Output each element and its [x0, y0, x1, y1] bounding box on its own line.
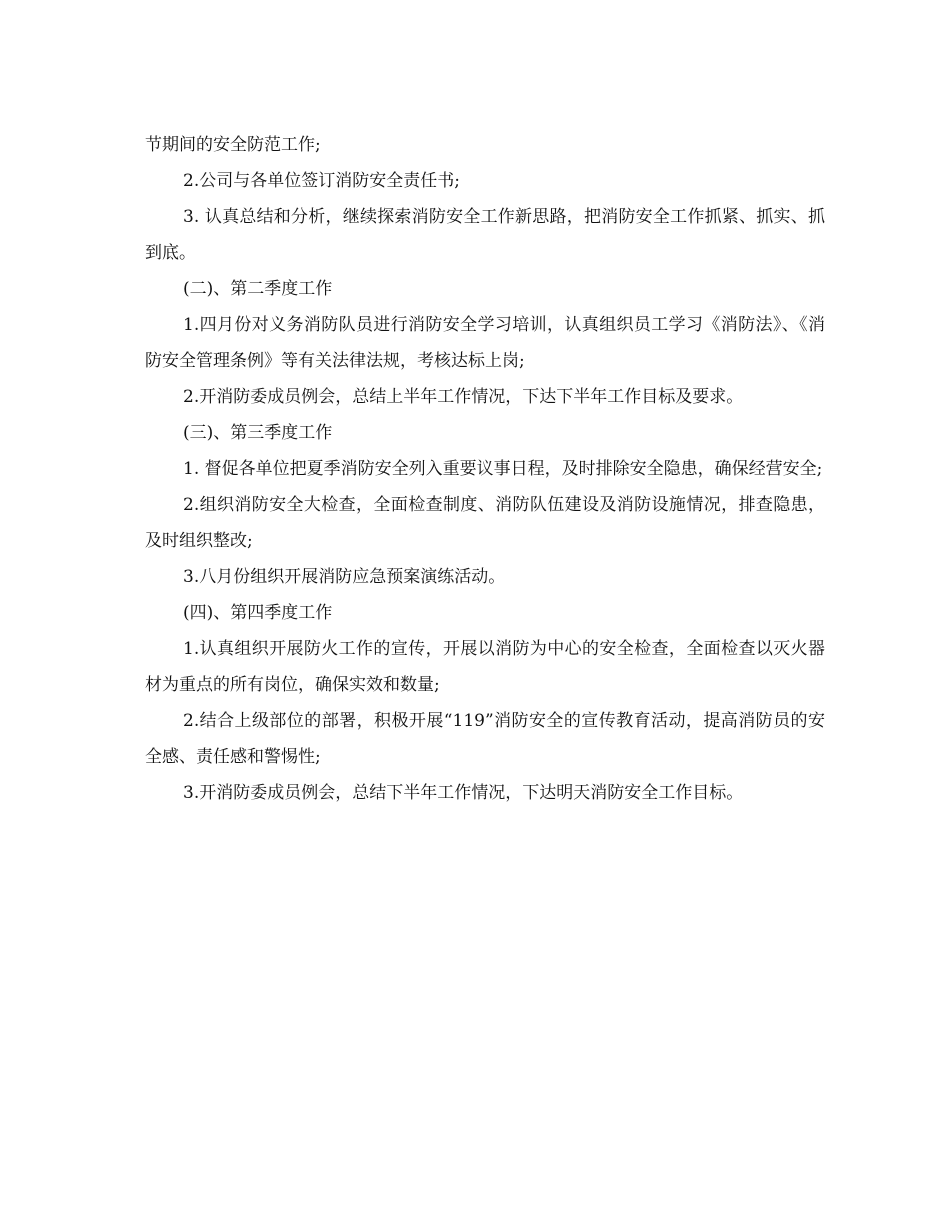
section-heading-q2: (二)、第二季度工作: [183, 279, 333, 299]
q4-item-3: 3.开消防委成员例会，总结下半年工作情况，下达明天消防安全工作目标。: [183, 783, 744, 803]
q3-item-1: 1. 督促各单位把夏季消防安全列入重要议事日程，及时排除安全隐患，确保经营安全;: [183, 459, 823, 479]
q2-item-2: 2.开消防委成员例会，总结上半年工作情况，下达下半年工作目标及要求。: [183, 387, 744, 407]
paragraph-continuation: 节期间的安全防范工作;: [145, 135, 321, 155]
q3-item-3: 3.八月份组织开展消防应急预案演练活动。: [183, 567, 506, 587]
q1-item-2: 2.公司与各单位签订消防安全责任书;: [183, 171, 460, 191]
section-heading-q4: (四)、第四季度工作: [183, 603, 333, 623]
q2-item-1: 1.四月份对义务消防队员进行消防安全学习培训，认真组织员工学习《消防法》、《消防安全管理条例》等有关法律法规，考核达标上岗;: [145, 315, 825, 371]
q3-item-2: 2.组织消防安全大检查，全面检查制度、消防队伍建设及消防设施情况，排查隐患，及时组织整改;: [145, 495, 825, 551]
q4-item-1: 1.认真组织开展防火工作的宣传，开展以消防为中心的安全检查，全面检查以灭火器材为重点的所有岗位，确保实效和数量;: [145, 639, 825, 695]
document-body: [145, 127, 825, 811]
section-heading-q3: (三)、第三季度工作: [183, 423, 333, 443]
q1-item-3: 3. 认真总结和分析，继续探索消防安全工作新思路，把消防安全工作抓紧、抓实、抓到底。: [145, 207, 825, 263]
q4-item-2: 2.结合上级部位的部署，积极开展“119”消防安全的宣传教育活动，提高消防员的安全感、责任感和警惕性;: [145, 711, 825, 767]
